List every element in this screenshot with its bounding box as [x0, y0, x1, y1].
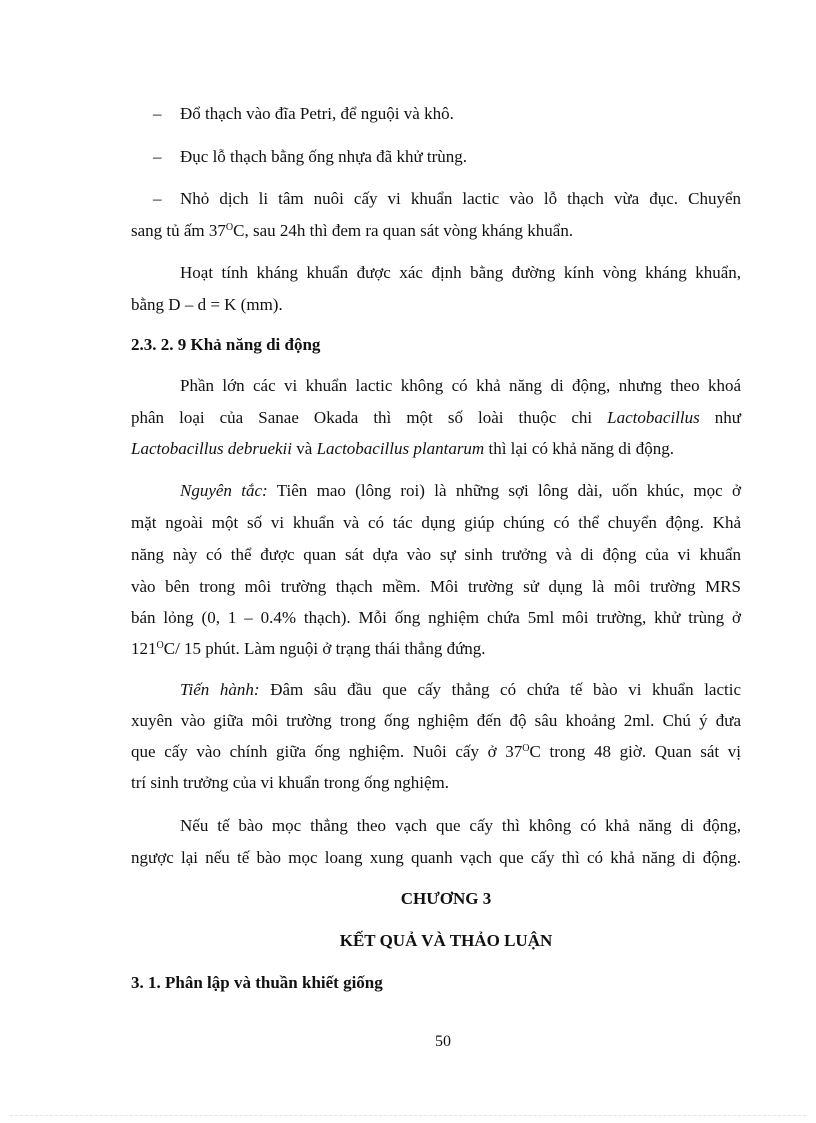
text-run: như: [699, 408, 741, 427]
italic-species-2: Lactobacillus plantarum: [316, 439, 485, 458]
activity-line-1: Hoạt tính kháng khuẩn được xác định bằng đường kính vòng kháng khuẩn,: [180, 263, 741, 282]
principle-line-2: mặt ngoài một số vi khuẩn và có tác dụng giúp chúng có thể chuyển động. Khả: [131, 513, 741, 532]
procedure-line-3: [131, 741, 741, 763]
text-run: thì lại có khả năng di động.: [484, 439, 675, 458]
text-run: C trong 48 giờ. Quan sát vị: [529, 742, 741, 761]
bullet-dash-2: –: [153, 147, 162, 166]
procedure-line-2: xuyên vào giữa môi trường trong ống nghiệm đến độ sâu khoảng 2ml. Chú ý đưa: [131, 711, 741, 730]
bullet-text-3-continued: [131, 220, 573, 242]
italic-genus: Lactobacillus: [607, 408, 700, 427]
section-heading-2-3-2-9: 2.3. 2. 9 Khả năng di động: [131, 335, 321, 354]
principle-line-4: vào bên trong môi trường thạch mềm. Môi trường sử dụng là môi trường MRS: [131, 577, 741, 596]
principle-line-3: năng này có thể được quan sát dựa vào sự sinh trưởng và di động của vi khuẩn: [131, 545, 741, 564]
bullet-dash-1: –: [153, 104, 162, 123]
bullet-text-2: Đục lỗ thạch bằng ống nhựa đã khử trùng.: [180, 147, 468, 166]
principle-label: Nguyên tắc:: [180, 481, 268, 500]
result-line-1: Nếu tế bào mọc thẳng theo vạch que cấy thì không có khả năng di động,: [180, 816, 741, 835]
para1-line-2: [131, 407, 741, 429]
procedure-label: Tiến hành:: [180, 680, 260, 699]
page-number: 50: [435, 1033, 451, 1050]
degree-mark: O: [225, 222, 234, 233]
text-run: 121: [131, 639, 157, 658]
result-line-2: ngược lại nếu tế bào mọc loang xung quanh vạch que cấy thì có khả năng di động.: [131, 848, 741, 867]
text-run: C/ 15 phút. Làm nguội ở trạng thái thẳng đứng.: [163, 639, 486, 658]
text-run: que cấy vào chính giữa ống nghiệm. Nuôi cấy ở 37: [131, 742, 523, 761]
text-run: Đâm sâu đầu que cấy thẳng có chứa tế bào vi khuẩn lactic: [259, 680, 741, 699]
bullet-dash-3: –: [153, 189, 162, 208]
bullet-text-1: Đổ thạch vào đĩa Petri, để nguội và khô.: [180, 104, 454, 123]
degree-mark: O: [522, 743, 530, 754]
procedure-line-4: trí sinh trưởng của vi khuẩn trong ống nghiệm.: [131, 773, 450, 792]
text-run: C, sau 24h thì đem ra quan sát vòng kháng khuẩn.: [233, 221, 574, 240]
text-run: và: [292, 439, 317, 458]
text-run: phân loại của Sanae Okada thì một số loài thuộc chi: [131, 408, 608, 427]
principle-line-5: bán lỏng (0, 1 – 0.4% thạch). Mỗi ống nghiệm chứa 5ml môi trường, khử trùng ở: [131, 608, 741, 627]
activity-line-2: bằng D – d = K (mm).: [131, 295, 283, 314]
italic-species-1: Lactobacillus debruekii: [131, 439, 293, 458]
chapter-label: CHƯƠNG 3: [400, 889, 492, 908]
procedure-line-1: [180, 679, 741, 701]
degree-mark: O: [156, 640, 164, 651]
para1-line-3: [131, 438, 674, 460]
bullet-text-3: Nhỏ dịch li tâm nuôi cấy vi khuẩn lactic vào lỗ thạch vừa đục. Chuyển: [180, 189, 741, 208]
text-run: sang tủ ấm 37: [131, 221, 226, 240]
chapter-title: KẾT QUẢ VÀ THẢO LUẬN: [339, 931, 553, 950]
principle-line-1: [180, 480, 741, 502]
section-heading-3-1: 3. 1. Phân lập và thuần khiết giống: [131, 973, 383, 992]
principle-line-6: [131, 638, 486, 660]
para1-line-1: Phần lớn các vi khuẩn lactic không có khả năng di động, nhưng theo khoá: [180, 376, 741, 395]
page-bottom-rule: [10, 1115, 806, 1116]
text-run: Tiên mao (lông roi) là những sợi lông dài, uốn khúc, mọc ở: [267, 481, 741, 500]
